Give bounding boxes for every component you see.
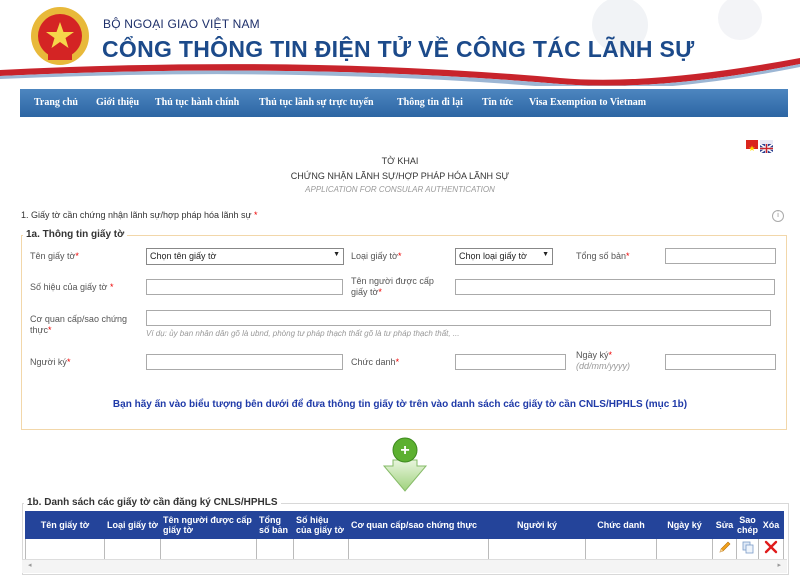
ten-nguoi-cap-input[interactable] [455, 279, 775, 295]
delete-x-icon[interactable] [764, 540, 778, 554]
co-quan-hint: Ví dụ: ủy ban nhân dân gõ là ubnd, phòng tư pháp thạch thất gõ là tư pháp thạch thất, ... [146, 329, 460, 338]
col-ten-giay-to: Tên giấy tờ [26, 512, 105, 539]
table-cell [657, 539, 713, 561]
col-co-quan: Cơ quan cấp/sao chứng thực [349, 512, 489, 539]
table-cell [105, 539, 161, 561]
col-loai-giay-to: Loại giấy tờ [105, 512, 161, 539]
loai-giay-to-select[interactable] [455, 248, 553, 265]
edit-pencil-icon[interactable] [718, 540, 732, 554]
ngay-ky-label: Ngày ký* (dd/mm/yyyy) [576, 350, 630, 371]
table-cell [349, 539, 489, 561]
nav-item-home[interactable]: Trang chủ [34, 97, 78, 108]
tong-so-ban-label: Tổng số bản* [576, 251, 630, 261]
table-header-row [26, 512, 784, 539]
table-cell [26, 539, 105, 561]
ten-giay-to-label: Tên giấy tờ* [30, 251, 79, 261]
site-header [0, 0, 800, 86]
uk-flag-icon[interactable] [760, 140, 773, 149]
nav-item-travel-info[interactable]: Thông tin đi lại [397, 97, 463, 108]
col-sua: Sửa [713, 512, 737, 539]
scroll-right-icon[interactable]: ▸ [777, 562, 781, 569]
document-list-table [25, 511, 784, 561]
form-heading: TỜ KHAI [381, 156, 419, 166]
nav-item-admin-procedures[interactable]: Thủ tục hành chính [155, 97, 240, 108]
info-icon[interactable]: i [772, 210, 784, 222]
ten-giay-to-select[interactable] [146, 248, 344, 265]
nguoi-ky-label: Người ký* [30, 357, 71, 367]
so-hieu-label: Số hiệu của giấy tờ * [30, 282, 114, 292]
vietnam-flag-icon[interactable] [746, 140, 758, 149]
tong-so-ban-input[interactable] [665, 248, 776, 264]
ngay-ky-format: (dd/mm/yyyy) [576, 361, 630, 371]
table-cell [294, 539, 349, 561]
plus-icon: + [400, 442, 410, 459]
loai-giay-to-label: Loại giấy tờ* [351, 251, 402, 261]
table-cell [489, 539, 586, 561]
table-cell [759, 539, 784, 561]
col-xoa: Xóa [759, 512, 784, 539]
fieldset-1b-legend: 1b. Danh sách các giấy tờ cần đăng ký CNLS/HPHLS [24, 497, 281, 508]
table-cell [586, 539, 657, 561]
col-ten-nguoi-cap: Tên người được cấp giấy tờ [161, 512, 257, 539]
fieldset-1a-legend: 1a. Thông tin giấy tờ [23, 229, 127, 240]
col-chuc-danh: Chức danh [586, 512, 657, 539]
nav-item-online-procedures[interactable]: Thủ tục lãnh sự trực tuyến [259, 97, 374, 108]
table-cell [161, 539, 257, 561]
table-cell [257, 539, 294, 561]
main-nav [20, 89, 788, 117]
org-name: BỘ NGOẠI GIAO VIỆT NAM [103, 17, 260, 31]
nguoi-ky-input[interactable] [146, 354, 343, 370]
required-mark: * [254, 210, 258, 220]
table-cell [737, 539, 759, 561]
scroll-left-icon[interactable]: ◂ [28, 562, 32, 569]
loai-giay-to-value: Chọn loại giấy tờ [459, 251, 527, 261]
dropdown-arrow-icon: ▼ [542, 251, 549, 258]
form-title: CHỨNG NHẬN LÃNH SỰ/HỢP PHÁP HÓA LÃNH SỰ [290, 171, 510, 181]
horizontal-scrollbar[interactable] [22, 559, 787, 573]
col-tong-so-ban: Tổng số bản [257, 512, 294, 539]
ten-nguoi-cap-label: Tên người được cấp giấy tờ* [351, 276, 434, 297]
dropdown-arrow-icon: ▼ [333, 251, 340, 258]
col-nguoi-ky: Người ký [489, 512, 586, 539]
portal-title: CỔNG THÔNG TIN ĐIỆN TỬ VỀ CÔNG TÁC LÃNH SỰ [102, 36, 695, 62]
copy-icon[interactable] [741, 540, 755, 554]
section-1-label: 1. Giấy tờ cần chứng nhận lãnh sự/hợp pháp hóa lãnh sự [21, 210, 252, 220]
table-row [26, 539, 784, 561]
co-quan-label: Cơ quan cấp/sao chứng thực* [30, 314, 127, 335]
co-quan-input[interactable] [146, 310, 771, 326]
ten-giay-to-value: Chọn tên giấy tờ [150, 251, 217, 261]
national-emblem-icon [30, 6, 90, 66]
nav-item-about[interactable]: Giới thiệu [96, 97, 140, 108]
col-so-hieu: Số hiệu của giấy tờ [294, 512, 349, 539]
instruction-note: Bạn hãy ấn vào biểu tượng bên dưới để đưa thông tin giấy tờ trên vào danh sách các giấy tờ cần CNLS/HPHLS (mục 1b) [112, 399, 688, 410]
section-1-title [21, 210, 258, 220]
chuc-danh-input[interactable] [455, 354, 566, 370]
table-cell [713, 539, 737, 561]
form-subtitle: APPLICATION FOR CONSULAR AUTHENTICATION [305, 185, 495, 194]
ngay-ky-input[interactable] [665, 354, 776, 370]
col-ngay-ky: Ngày ký [657, 512, 713, 539]
add-document-button[interactable] [382, 436, 428, 492]
nav-item-visa-exemption[interactable]: Visa Exemption to Vietnam [529, 97, 647, 108]
nav-item-news[interactable]: Tin tức [482, 97, 514, 108]
col-sao-chep: Sao chép [737, 512, 759, 539]
chuc-danh-label: Chức danh* [351, 357, 400, 367]
so-hieu-input[interactable] [146, 279, 343, 295]
